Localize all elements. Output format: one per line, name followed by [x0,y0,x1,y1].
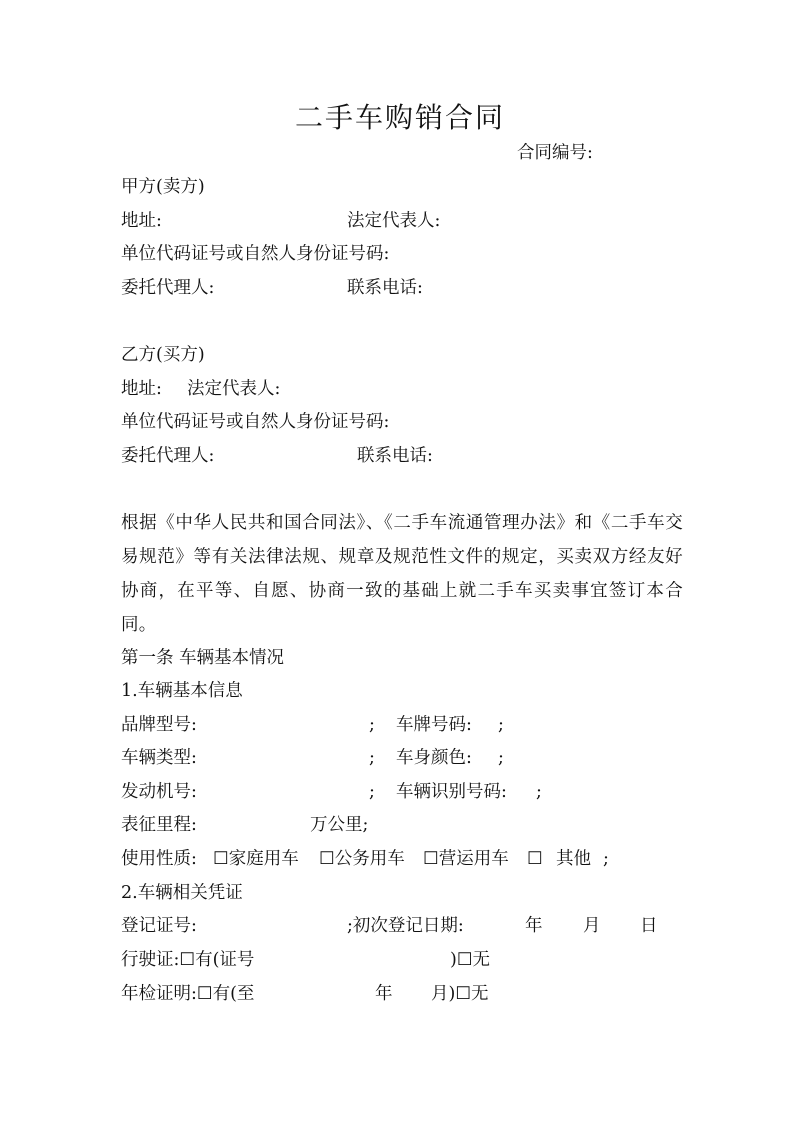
party-a-legal-rep-label: 法定代表人: [347,211,441,231]
first-registration-day: 日 [640,916,658,936]
first-registration-year: 年 [525,916,543,936]
first-registration-month: 月 [583,916,601,936]
party-b-phone-label: 联系电话: [357,446,433,466]
party-a-address-label: 地址: [121,211,162,231]
party-b-id-label: 单位代码证号或自然人身份证号码: [121,412,390,432]
mileage-unit: 万公里; [310,815,369,835]
party-a-heading: 甲方(卖方) [121,177,205,197]
party-b-agent-label: 委托代理人: [121,446,215,466]
article-1-heading: 第一条 车辆基本情况 [121,648,285,668]
inspection-close: 月)☐无 [431,984,489,1004]
vehicle-type-semicolon: ; [369,748,375,768]
vin-semicolon: ; [536,782,542,802]
usage-label: 使用性质: [121,849,197,869]
party-b-legal-rep-label: 法定代表人: [187,379,281,399]
engine-number-semicolon: ; [369,782,375,802]
usage-option-family[interactable]: ☐家庭用车 [213,849,299,869]
plate-label: 车牌号码: [396,715,472,735]
contract-number-label: 合同编号: [517,143,593,163]
body-color-label: 车身颜色: [396,748,472,768]
driving-license-close: )☐无 [450,950,491,970]
usage-option-commercial[interactable]: ☐营运用车 [423,849,509,869]
first-registration-label: ;初次登记日期: [347,916,464,936]
usage-option-official[interactable]: ☐公务用车 [319,849,405,869]
driving-license-label: 行驶证:☐有(证号 [121,950,255,970]
usage-option-other-label: 其他 [556,849,591,869]
party-b-heading: 乙方(买方) [121,345,205,365]
inspection-year: 年 [375,984,393,1004]
vehicle-type-label: 车辆类型: [121,748,197,768]
registration-cert-label: 登记证号: [121,916,197,936]
brand-model-semicolon: ; [369,715,375,735]
section-1-heading: 1.车辆基本信息 [121,681,243,701]
preamble-paragraph: 根据《中华人民共和国合同法》、《二手车流通管理办法》和《二手车交易规范》等有关法律法规、规章及规范性文件的规定，买卖双方经友好协商，在平等、自愿、协商一致的基础上就二手车买卖事宜签订本合同。 [121,513,683,635]
brand-model-label: 品牌型号: [121,715,197,735]
party-a-id-label: 单位代码证号或自然人身份证号码: [121,244,390,264]
party-a-agent-label: 委托代理人: [121,278,215,298]
usage-semicolon: ; [603,849,609,869]
body-color-semicolon: ; [498,748,504,768]
plate-semicolon: ; [498,715,504,735]
party-b-address-label: 地址: [121,379,162,399]
vin-label: 车辆识别号码: [396,782,507,802]
inspection-label: 年检证明:☐有(至 [121,984,255,1004]
mileage-label: 表征里程: [121,815,197,835]
party-a-phone-label: 联系电话: [347,278,423,298]
document-title: 二手车购销合同 [294,101,505,134]
section-2-heading: 2.车辆相关凭证 [121,883,243,903]
usage-option-other-checkbox[interactable]: ☐ [527,849,543,869]
engine-number-label: 发动机号: [121,782,197,802]
